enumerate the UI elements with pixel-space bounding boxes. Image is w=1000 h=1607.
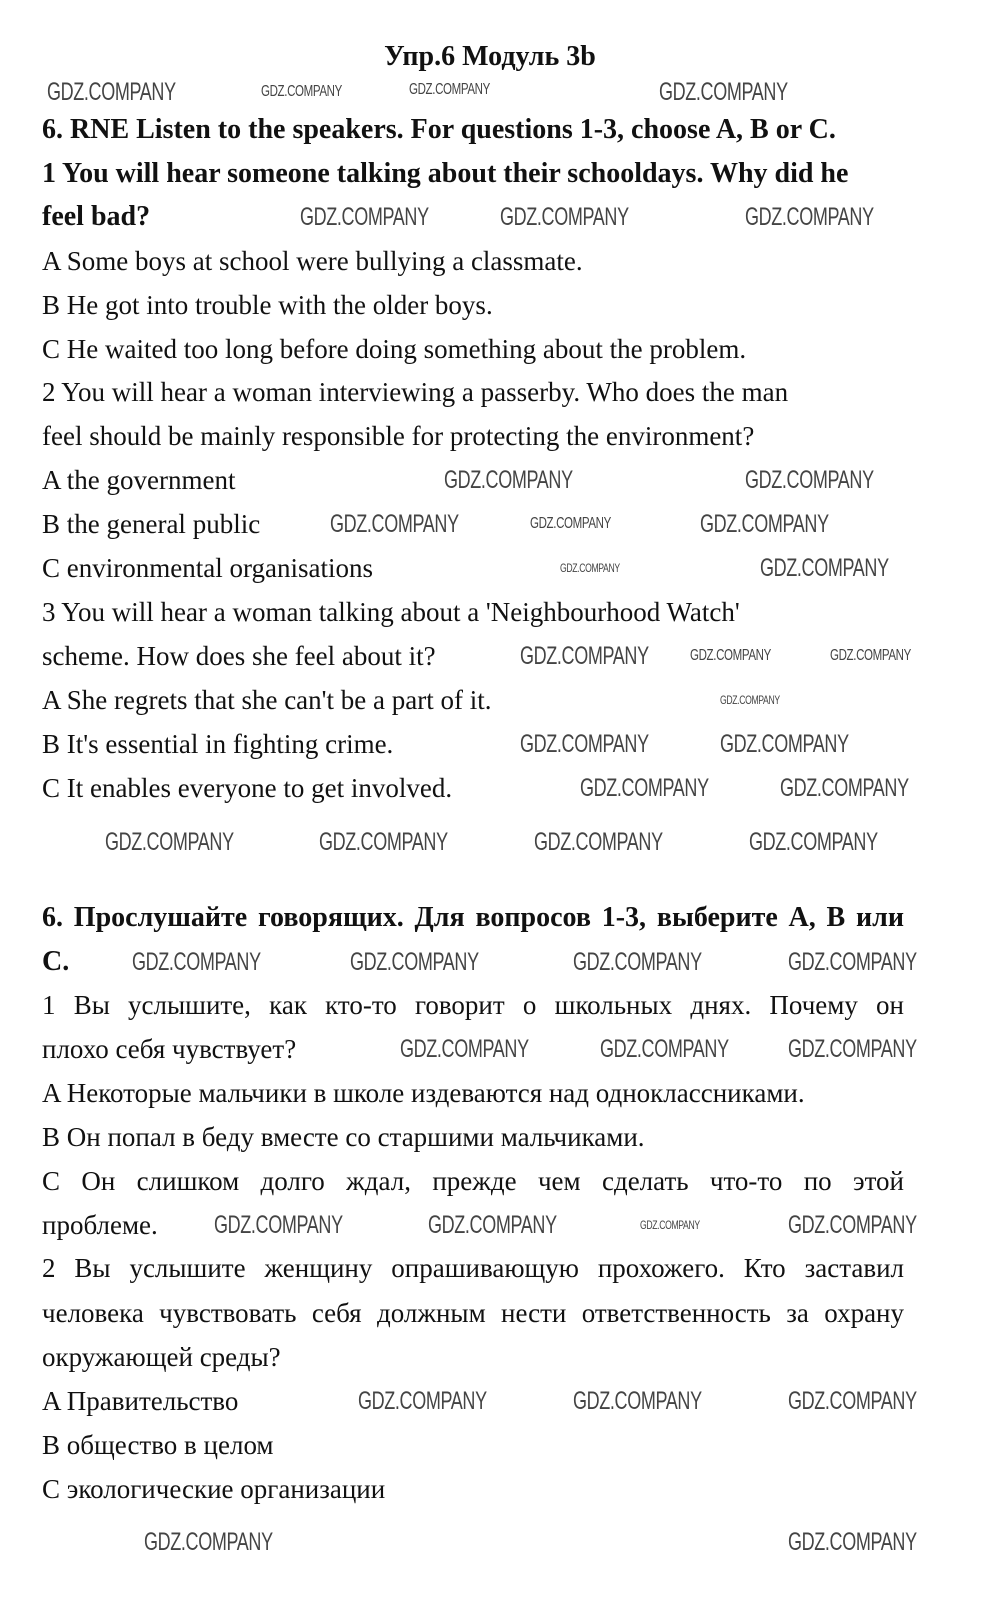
watermark: GDZ.COMPANY [409,81,490,98]
watermark: GDZ.COMPANY [788,1528,917,1556]
watermark: GDZ.COMPANY [788,1387,917,1415]
en-q1-option-a: A Some boys at school were bullying a classmate. [42,246,583,276]
watermark: GDZ.COMPANY [520,642,649,670]
ru-q1-line2: плохо себя чувствует? [42,1034,297,1064]
watermark: GDZ.COMPANY [400,1035,529,1063]
en-q3-option-c: C It enables everyone to get involved. [42,773,453,803]
en-q3-line2: scheme. How does she feel about it? [42,641,436,671]
watermark: GDZ.COMPANY [745,203,874,231]
en-q2-option-b: B the general public [42,509,261,539]
watermark: GDZ.COMPANY [520,730,649,758]
en-q3-option-b: B It's essential in fighting crime. [42,729,394,759]
en-q2-option-a: A the government [42,465,236,495]
watermark: GDZ.COMPANY [47,78,176,106]
en-q2-line1: 2 You will hear a woman interviewing a passerby. Who does the man [42,377,789,407]
russian-heading-cont: C. [42,946,70,977]
watermark: GDZ.COMPANY [300,203,429,231]
watermark: GDZ.COMPANY [560,561,620,575]
watermark: GDZ.COMPANY [144,1528,273,1556]
watermark: GDZ.COMPANY [261,83,342,100]
ru-q1-option-c-cont: проблеме. [42,1210,158,1240]
page-title: Упр.6 Модуль 3b [384,41,596,72]
watermark: GDZ.COMPANY [600,1035,729,1063]
watermark: GDZ.COMPANY [640,1218,700,1232]
watermark: GDZ.COMPANY [358,1387,487,1415]
watermark: GDZ.COMPANY [330,510,459,538]
ru-q2-option-a: A Правительство [42,1386,239,1416]
watermark: GDZ.COMPANY [428,1211,557,1239]
watermark: GDZ.COMPANY [530,515,611,532]
watermark: GDZ.COMPANY [780,774,909,802]
en-q1-line1: 1 You will hear someone talking about their schooldays. Why did he [42,158,849,189]
russian-heading: 6. Прослушайте говорящих. Для вопросов 1-3, выберите A, B или [42,902,904,933]
english-heading: 6. RNE Listen to the speakers. For questions 1-3, choose A, B or C. [42,114,836,145]
watermark: GDZ.COMPANY [745,466,874,494]
watermark: GDZ.COMPANY [214,1211,343,1239]
ru-q2-line2: человека чувствовать себя должным нести ответственность за охрану [42,1298,904,1328]
watermark: GDZ.COMPANY [760,554,889,582]
en-q1-option-c: C He waited too long before doing something about the problem. [42,334,747,364]
watermark: GDZ.COMPANY [788,948,917,976]
en-q2-line2: feel should be mainly responsible for protecting the environment? [42,421,755,451]
watermark: GDZ.COMPANY [105,828,234,856]
watermark: GDZ.COMPANY [690,647,771,664]
watermark: GDZ.COMPANY [350,948,479,976]
watermark: GDZ.COMPANY [830,647,911,664]
watermark: GDZ.COMPANY [500,203,629,231]
watermark: GDZ.COMPANY [700,510,829,538]
en-q1-option-b: B He got into trouble with the older boys. [42,290,493,320]
ru-q2-line1: 2 Вы услышите женщину опрашивающую прохожего. Кто заставил [42,1253,904,1283]
en-q3-option-a: A She regrets that she can't be a part of it. [42,685,492,715]
en-q2-option-c: C environmental organisations [42,553,373,583]
en-q1-line2: feel bad? [42,201,151,232]
watermark: GDZ.COMPANY [444,466,573,494]
watermark: GDZ.COMPANY [319,828,448,856]
watermark: GDZ.COMPANY [749,828,878,856]
watermark: GDZ.COMPANY [788,1035,917,1063]
ru-q1-line1: 1 Вы услышите, как кто-то говорит о школьных днях. Почему он [42,990,904,1020]
ru-q1-option-a: A Некоторые мальчики в школе издеваются над одноклассниками. [42,1078,805,1108]
ru-q2-option-c: C экологические организации [42,1474,386,1504]
watermark: GDZ.COMPANY [659,78,788,106]
watermark: GDZ.COMPANY [720,730,849,758]
watermark: GDZ.COMPANY [720,693,780,707]
ru-q1-option-c: C Он слишком долго ждал, прежде чем сделать что-то по этой [42,1166,904,1196]
ru-q2-line3: окружающей среды? [42,1342,281,1372]
watermark: GDZ.COMPANY [580,774,709,802]
ru-q1-option-b: B Он попал в беду вместе со старшими мальчиками. [42,1122,645,1152]
ru-q2-option-b: B общество в целом [42,1430,274,1460]
watermark: GDZ.COMPANY [788,1211,917,1239]
watermark: GDZ.COMPANY [573,1387,702,1415]
watermark: GDZ.COMPANY [573,948,702,976]
en-q3-line1: 3 You will hear a woman talking about a 'Neighbourhood Watch' [42,597,740,627]
watermark: GDZ.COMPANY [132,948,261,976]
watermark: GDZ.COMPANY [534,828,663,856]
